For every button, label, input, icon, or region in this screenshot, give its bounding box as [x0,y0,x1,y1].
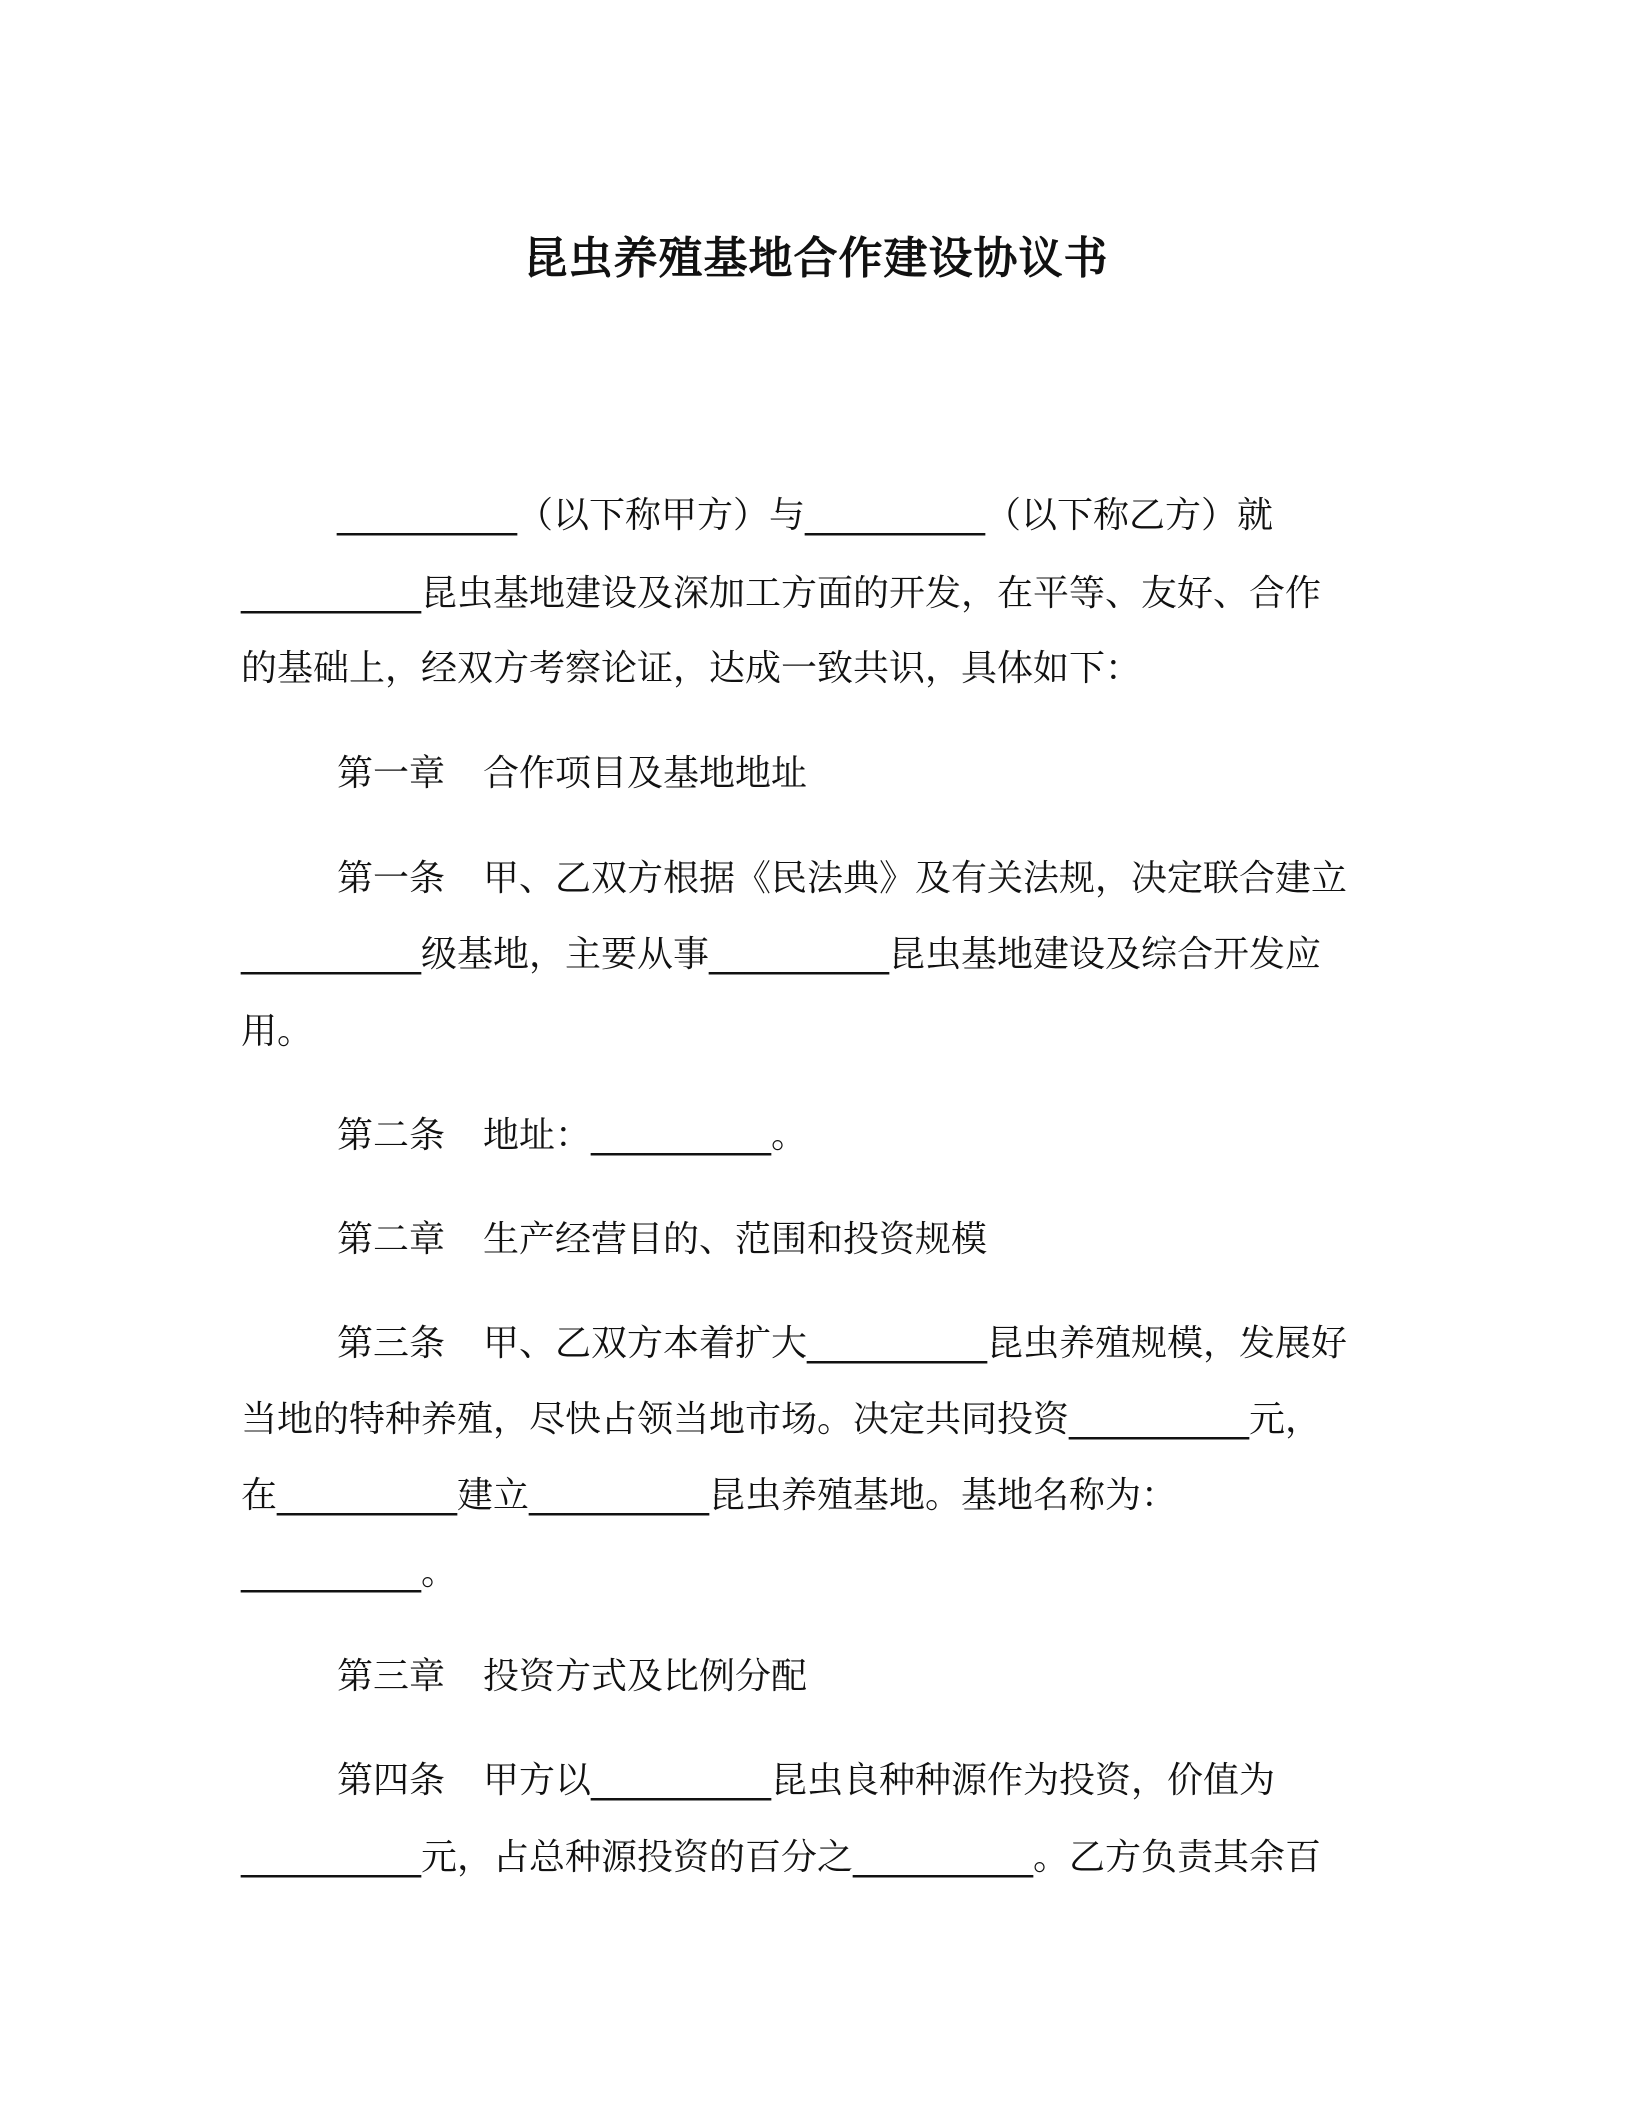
chapter-3-heading [337,1653,807,1701]
chapter-1-label: 第一章 [337,753,446,794]
article-1-label: 第一条 [337,858,446,899]
document-title: 昆虫养殖基地合作建设协议书 [523,233,1109,284]
article-1-line-1 [337,855,1347,903]
intro-line-3: 的基础上，经双方考察论证，达成一致共识，具体如下： [241,648,1142,689]
article-3-line-3: 在__________建立__________昆虫养殖基地。基地名称为： [241,1475,1178,1516]
article-3-label: 第三条 [337,1323,446,1364]
article-2-text: 地址：__________。 [483,1115,808,1156]
chapter-3-text: 投资方式及比例分配 [483,1656,808,1697]
chapter-2-label: 第二章 [337,1219,446,1260]
chapter-3-label: 第三章 [337,1656,446,1697]
article-1-text: 甲、乙双方根据《民法典》及有关法规，决定联合建立 [483,858,1348,899]
chapter-1-text: 合作项目及基地地址 [483,753,808,794]
article-4-line-1 [337,1757,1275,1805]
article-3-text: 甲、乙双方本着扩大__________昆虫养殖规模，发展好 [483,1323,1348,1364]
article-3-line-2: 当地的特种养殖，尽快占领当地市场。决定共同投资__________元， [241,1399,1322,1440]
chapter-2-text: 生产经营目的、范围和投资规模 [483,1219,988,1260]
article-1-line-3: 用。 [241,1011,314,1052]
article-2-label: 第二条 [337,1115,446,1156]
article-4-label: 第四条 [337,1760,446,1801]
article-2-line [337,1112,807,1160]
intro-line-1: __________（以下称甲方）与__________（以下称乙方）就 [337,495,1274,536]
article-3-line-1 [337,1320,1347,1368]
chapter-1-heading [337,750,807,798]
intro-line-2: __________昆虫基地建设及深加工方面的开发，在平等、友好、合作 [241,573,1322,614]
chapter-2-heading [337,1216,987,1264]
article-3-line-4: __________。 [241,1552,458,1593]
article-4-line-2: __________元，占总种源投资的百分之__________。乙方负责其余百 [241,1837,1322,1878]
article-1-line-2: __________级基地，主要从事__________昆虫基地建设及综合开发应 [241,934,1322,975]
article-4-text: 甲方以__________昆虫良种种源作为投资，价值为 [483,1760,1276,1801]
